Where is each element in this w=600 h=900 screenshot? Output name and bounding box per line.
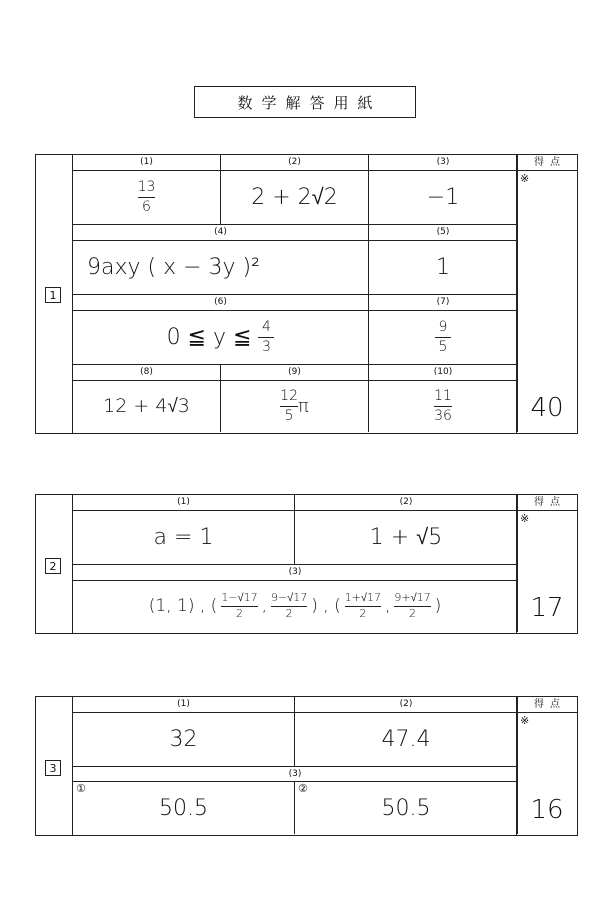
answer-cell-1-5 xyxy=(369,225,518,295)
answer-value: 1 + √5 xyxy=(369,525,443,550)
fraction: $\frac{9}{5}$ xyxy=(435,319,451,354)
answer-cell-2-3 xyxy=(73,565,518,632)
answer-value: 32 xyxy=(169,726,198,752)
fraction: $\frac{4}{3}$ xyxy=(258,319,274,354)
score-column xyxy=(516,155,577,433)
answer-value: 0 ≦ y ≦ $\frac{4}{3}$ xyxy=(73,310,368,364)
answer-cell-1-1 xyxy=(73,155,221,225)
answer-value: (1, 1) , ( $\frac{1-√17}{2}$ , $\frac{9-√17}{2}$ ) , ( $\frac{1+√17}{2}$ , $\frac{9+√17}{2}$ ) xyxy=(148,590,442,620)
sub-mark: ① xyxy=(76,782,86,795)
cell-label: (2) xyxy=(221,155,368,171)
fraction: $\frac{12}{5}$ xyxy=(280,388,298,424)
answer-cell-3-3-1 xyxy=(73,782,295,834)
answer-value: 9axy ( x − 3y )² xyxy=(87,254,260,280)
answer-value: a = 1 xyxy=(153,524,214,550)
score-mark: ※ xyxy=(520,714,530,727)
answer-value xyxy=(369,310,517,364)
answer-cell-1-9 xyxy=(221,365,369,432)
answer-cell-1-2 xyxy=(221,155,369,225)
fraction: $\frac{1-√17}{2}$ xyxy=(221,590,258,620)
answer-value: 47.4 xyxy=(381,726,431,752)
answer-cell-1-3 xyxy=(369,155,518,225)
score-column xyxy=(516,697,577,835)
question-number-column xyxy=(36,495,73,633)
answer-cell-3-2 xyxy=(295,697,518,767)
question-3-block xyxy=(35,696,578,836)
score-mark: ※ xyxy=(520,172,530,185)
answer-value: 2 + 2√2 xyxy=(251,185,338,210)
answer-cell-1-8 xyxy=(73,365,221,432)
cell-label: (3) xyxy=(288,769,302,779)
fraction: $\frac{13}{6}$ xyxy=(137,179,156,215)
sheet-title: 数学解答用紙 xyxy=(194,86,416,118)
cell-label: (7) xyxy=(369,295,517,311)
answer-value: 12 + 4√3 xyxy=(103,394,190,417)
score-mark: ※ xyxy=(520,512,530,525)
cell-label: (9) xyxy=(221,365,368,381)
answer-cell-1-6 xyxy=(73,295,369,365)
sub-mark: ② xyxy=(298,782,308,795)
score-header: 得点 xyxy=(517,697,577,713)
question-number-column xyxy=(36,155,73,433)
cell-label: (3) xyxy=(73,565,517,581)
cell-label: (2) xyxy=(295,495,517,511)
score-value: 17 xyxy=(530,593,564,623)
fraction: $\frac{11}{36}$ xyxy=(434,388,452,424)
cell-label: (1) xyxy=(73,697,294,713)
score-header: 得点 xyxy=(517,155,577,171)
cell-label: (8) xyxy=(73,365,220,381)
answer-value: 50.5 xyxy=(159,795,208,821)
answer-cell-3-3-2 xyxy=(295,782,518,834)
answer-cell-1-10 xyxy=(369,365,518,432)
question-number-column xyxy=(36,697,73,835)
answer-cell-1-7 xyxy=(369,295,518,365)
answer-cell-3-1 xyxy=(73,697,295,767)
answer-value: 1 xyxy=(436,254,450,280)
fraction: $\frac{9-√17}{2}$ xyxy=(270,590,308,620)
cell-label: (1) xyxy=(73,155,220,171)
cell-label: (3) xyxy=(369,155,517,171)
score-value: 16 xyxy=(530,795,564,825)
answer-value xyxy=(73,170,220,224)
question-number: 3 xyxy=(45,760,61,776)
answer-cell-3-3-header xyxy=(73,767,518,782)
question-1-block xyxy=(35,154,578,434)
question-number: 1 xyxy=(45,287,61,303)
cell-label: (10) xyxy=(369,365,517,381)
answer-value: −1 xyxy=(426,184,460,210)
answer-value xyxy=(369,380,517,432)
cell-label: (5) xyxy=(369,225,517,241)
cell-label: (1) xyxy=(73,495,294,511)
fraction: $\frac{9+√17}{2}$ xyxy=(394,590,431,620)
fraction: $\frac{1+√17}{2}$ xyxy=(344,590,381,620)
cell-label: (6) xyxy=(73,295,368,311)
cell-label: (2) xyxy=(295,697,517,713)
answer-value: 50.5 xyxy=(381,795,431,821)
cell-label: (4) xyxy=(73,225,368,241)
score-value: 40 xyxy=(530,393,564,423)
answer-cell-2-2 xyxy=(295,495,518,565)
question-2-block xyxy=(35,494,578,634)
answer-cell-2-1 xyxy=(73,495,295,565)
answer-value: $\frac{12}{5}$ π xyxy=(280,388,309,424)
answer-cell-1-4 xyxy=(73,225,369,295)
question-number: 2 xyxy=(45,558,61,574)
score-column xyxy=(516,495,577,633)
score-header: 得点 xyxy=(517,495,577,511)
